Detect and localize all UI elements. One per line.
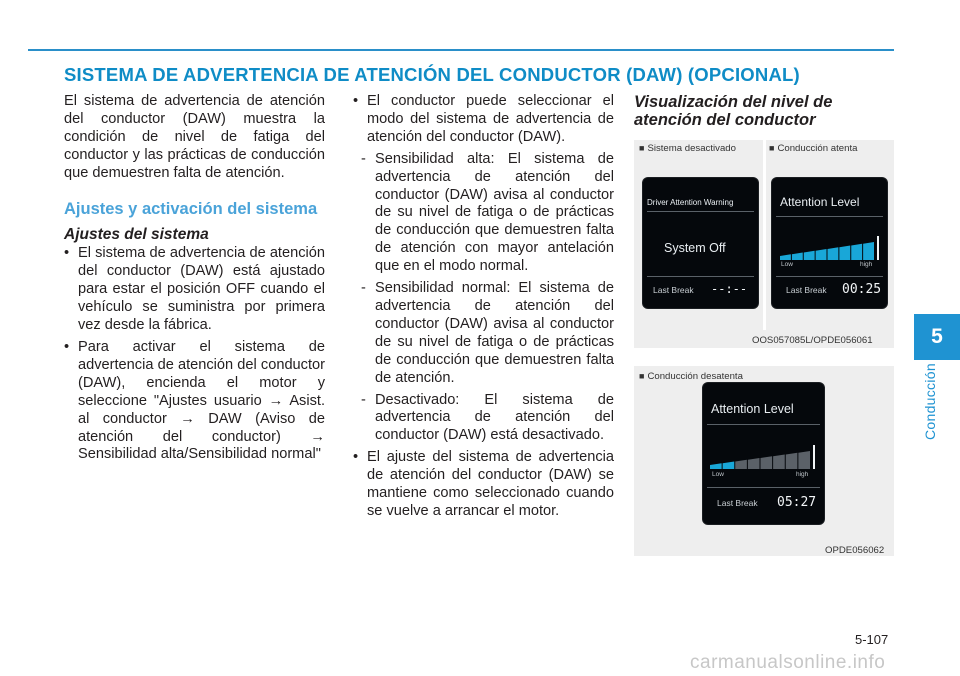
label-attentive: ■ Conducción atenta xyxy=(769,143,858,154)
square-bullet-icon: ■ xyxy=(769,143,775,153)
display-heading: Visualización del nivel de atención del conductor xyxy=(634,93,833,129)
level-bar-segment xyxy=(798,451,810,469)
screen-title: Attention Level xyxy=(780,195,860,209)
level-bar-segment xyxy=(748,458,760,469)
bullet-item: • El sistema de advertencia de atención del conductor (DAW) está ajustado para estar el posición OFF cuando el vehículo se suministra por primera vez desde la fábrica. xyxy=(64,245,325,335)
level-bar-segment xyxy=(851,244,862,260)
last-break-label: Last Break xyxy=(653,285,694,295)
level-bar-segment xyxy=(816,249,827,260)
last-break-value: 05:27 xyxy=(777,495,817,510)
attention-level-bars xyxy=(780,236,880,260)
level-bar-segment xyxy=(786,453,798,469)
panel-divider xyxy=(763,140,766,330)
page-number: 5-107 xyxy=(855,632,889,647)
sub-heading: Ajustes del sistema xyxy=(64,225,209,243)
dash-item: - Sensibilidad alta: El sistema de advertencia de atención del conductor (DAW) avisa al conductor de su nivel de fatiga o de prácticas de conducción que demuestren falta de atención con mayor antelación que en el modo normal. xyxy=(361,150,614,275)
page-title: SISTEMA DE ADVERTENCIA DE ATENCIÓN DEL CONDUCTOR (DAW) (OPCIONAL) xyxy=(64,64,800,85)
dash-item: - Sensibilidad normal: El sistema de advertencia de atención del conductor (DAW) avisa al conductor de su nivel de fatiga o de prácticas de conducción que demuestren falta de atención. xyxy=(361,280,614,386)
square-bullet-icon: ■ xyxy=(639,143,645,153)
column-middle xyxy=(353,93,614,521)
last-break-label: Last Break xyxy=(717,498,758,508)
level-high-label: high xyxy=(860,261,873,268)
attention-level-bars xyxy=(710,445,816,469)
bullet-item: • El ajuste del sistema de advertencia de atención del conductor (DAW) se mantiene como seleccionado cuando se vuelve a arrancar el motor. xyxy=(353,449,614,521)
label-system-off: ■ Sistema desactivado xyxy=(639,143,736,154)
screen-title: Attention Level xyxy=(711,402,794,416)
figure-code: OOS057085L/OPDE056061 xyxy=(752,335,873,346)
level-bar-segment xyxy=(780,254,791,260)
level-bar-segment xyxy=(735,460,747,469)
level-bar-segment xyxy=(710,463,722,469)
watermark: carmanualsonline.info xyxy=(690,652,886,673)
screen-divider xyxy=(776,216,883,217)
screen-divider xyxy=(707,424,820,425)
dash-item-text: Desactivado: El sistema de advertencia de atención del conductor (DAW) está desactivado. xyxy=(375,391,614,444)
screen-system-off xyxy=(643,178,758,308)
dash-item: - Desactivado: El sistema de advertencia de atención del conductor (DAW) está desactivado. xyxy=(361,391,614,444)
level-low-label: Low xyxy=(781,261,793,268)
bullet-item: • El conductor puede seleccionar el modo del sistema de advertencia de atención del conductor (DAW). xyxy=(353,93,614,147)
top-rule xyxy=(28,49,894,51)
level-bar-segment xyxy=(792,253,803,261)
intro-paragraph: El sistema de advertencia de atención del conductor (DAW) muestra la condición de nivel de fatiga del conductor y las prácticas de conducción que demuestren falta de atención. xyxy=(64,93,325,181)
screen-status: System Off xyxy=(664,241,726,255)
dash-item-text: Sensibilidad alta: El sistema de advertencia de atención del conductor (DAW) avisa al conductor de su nivel de fatiga o de prácticas de conducción que demuestren falta de atención con mayor antelación que en el modo normal. xyxy=(375,150,614,275)
level-bar-segment xyxy=(863,242,874,260)
chapter-label: Conducción xyxy=(922,363,938,440)
level-bar-segment xyxy=(761,456,773,469)
level-high-label: high xyxy=(796,471,809,478)
last-break-value: --:-- xyxy=(711,282,748,296)
level-bar-segment xyxy=(773,455,785,470)
screen-inattentive xyxy=(703,383,824,524)
column-left xyxy=(64,93,325,464)
level-max-indicator xyxy=(877,236,879,260)
screen-title: Driver Attention Warning xyxy=(647,198,734,207)
level-max-indicator xyxy=(813,445,815,469)
level-bar-segment xyxy=(828,247,839,260)
figure-code: OPDE056062 xyxy=(825,545,885,556)
last-break-label: Last Break xyxy=(786,285,827,295)
level-bar-segment xyxy=(723,462,735,470)
level-bar-segment xyxy=(839,246,850,261)
screen-divider xyxy=(776,276,883,277)
last-break-value: 00:25 xyxy=(842,282,882,297)
screen-divider xyxy=(647,276,754,277)
screen-divider xyxy=(647,211,754,212)
label-inattentive: ■ Conducción desatenta xyxy=(639,371,743,382)
level-low-label: Low xyxy=(712,471,724,478)
screen-attentive xyxy=(772,178,887,308)
chapter-tab: 5 xyxy=(914,314,960,360)
section-heading: Ajustes y activación del sistema xyxy=(64,199,318,218)
level-bar-segment xyxy=(804,251,815,260)
bullet-item: • Para activar el sistema de advertencia de atención del conductor (DAW), encienda el motor y seleccione "Ajustes usuario → Asist. al conductor → DAW (Aviso de atención del conductor) → Sensibilidad alta/Sensibilidad normal" xyxy=(64,339,325,464)
dash-item-text: Sensibilidad normal: El sistema de advertencia de atención del conductor (DAW) avisa al conductor de su nivel de fatiga o de prácticas de conducción que demuestren falta de atención. xyxy=(375,280,614,386)
square-bullet-icon: ■ xyxy=(639,371,645,381)
screen-divider xyxy=(707,487,820,488)
